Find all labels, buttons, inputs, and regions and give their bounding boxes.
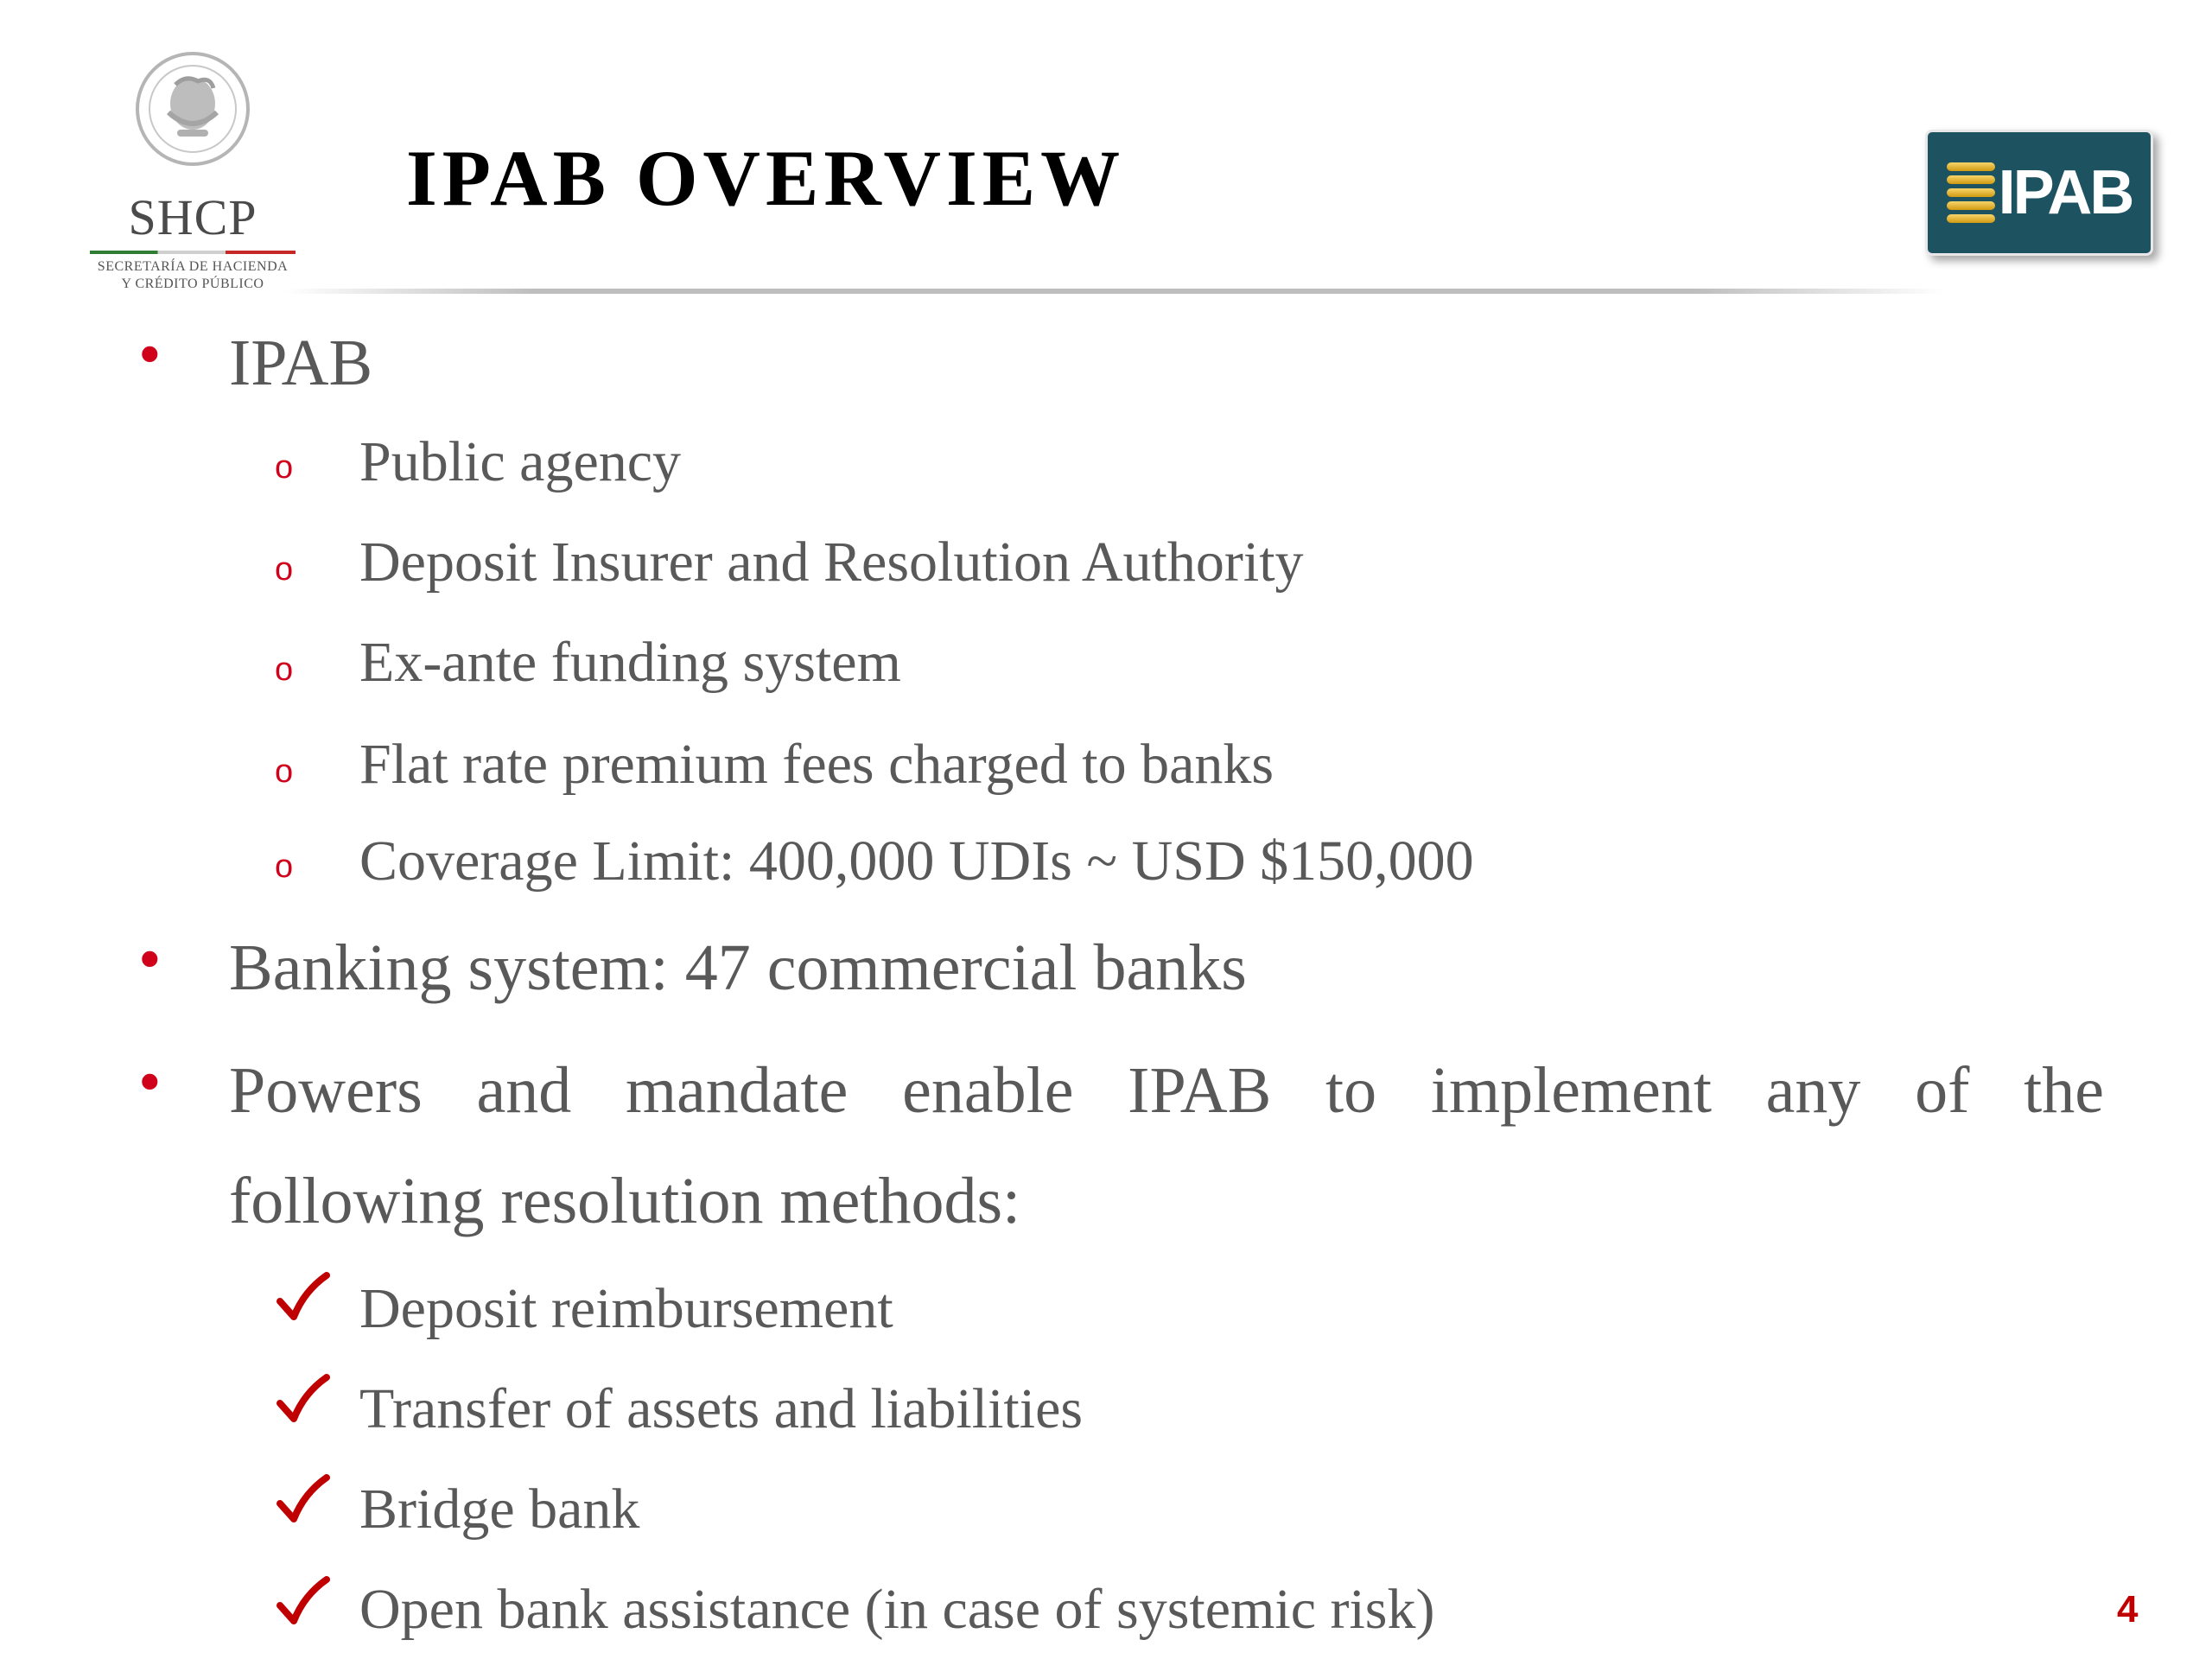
sub-bullet-text: Deposit Insurer and Resolution Authority: [359, 531, 1304, 594]
sub-bullet-text: Public agency: [359, 430, 682, 493]
bullet-icon: •: [138, 318, 162, 391]
bullet-icon: •: [138, 923, 162, 995]
word: and: [476, 1054, 572, 1127]
bullet-text: Banking system: 47 commercial banks: [229, 931, 1247, 1004]
sub-bullet-text: Flat rate premium fees charged to banks: [359, 733, 1274, 796]
mexican-coat-of-arms-icon: [134, 50, 251, 168]
shcp-subtitle-line2: Y CRÉDITO PÚBLICO: [121, 276, 264, 291]
ipab-stack-icon: [1947, 162, 1995, 223]
shcp-subtitle-line1: SECRETARÍA DE HACIENDA: [97, 259, 289, 274]
word: mandate: [625, 1054, 849, 1127]
tricolor-line: [90, 251, 296, 254]
sub-bullet-icon: o: [275, 652, 294, 688]
shcp-name: SHCP: [128, 189, 257, 245]
page-number: 4: [2117, 1588, 2139, 1630]
sub-bullet-text: Coverage Limit: 400,000 UDIs ~ USD $150,000: [359, 830, 1474, 893]
sub-bullet-text: Ex-ante funding system: [359, 631, 901, 694]
sub-bullet-icon: o: [275, 753, 294, 790]
word: enable: [902, 1054, 1074, 1127]
shcp-logo: [85, 50, 301, 296]
bullet-text-line2: following resolution methods:: [229, 1165, 1021, 1237]
ipab-logo: [1925, 130, 2153, 256]
checked-item-text: Transfer of assets and liabilities: [359, 1377, 1084, 1440]
check-mark-icon: [275, 1472, 330, 1528]
title-divider: [285, 289, 1944, 294]
sub-bullet-icon: o: [275, 849, 294, 885]
checked-item-text: Bridge bank: [359, 1478, 640, 1541]
word: of: [1915, 1054, 1970, 1127]
check-mark-icon: [275, 1372, 330, 1427]
checked-item-text: Deposit reimbursement: [359, 1277, 893, 1340]
word: to: [1325, 1054, 1377, 1127]
bullet-icon: •: [138, 1046, 162, 1118]
bullet-text-line1: [229, 1054, 2104, 1127]
checked-item-text: Open bank assistance (in case of systemic risk): [359, 1578, 1435, 1641]
slide-title: IPAB OVERVIEW: [406, 134, 1126, 222]
word: any: [1765, 1054, 1861, 1127]
word: Powers: [229, 1054, 423, 1127]
sub-bullet-icon: o: [275, 551, 294, 588]
sub-bullet-icon: o: [275, 449, 294, 486]
ipab-logo-text: IPAB: [1998, 158, 2133, 227]
word: the: [2024, 1054, 2104, 1127]
word: implement: [1430, 1054, 1712, 1127]
bullet-text: IPAB: [229, 327, 373, 399]
check-mark-icon: [275, 1270, 330, 1325]
word: IPAB: [1128, 1054, 1272, 1127]
check-mark-icon: [275, 1574, 330, 1630]
